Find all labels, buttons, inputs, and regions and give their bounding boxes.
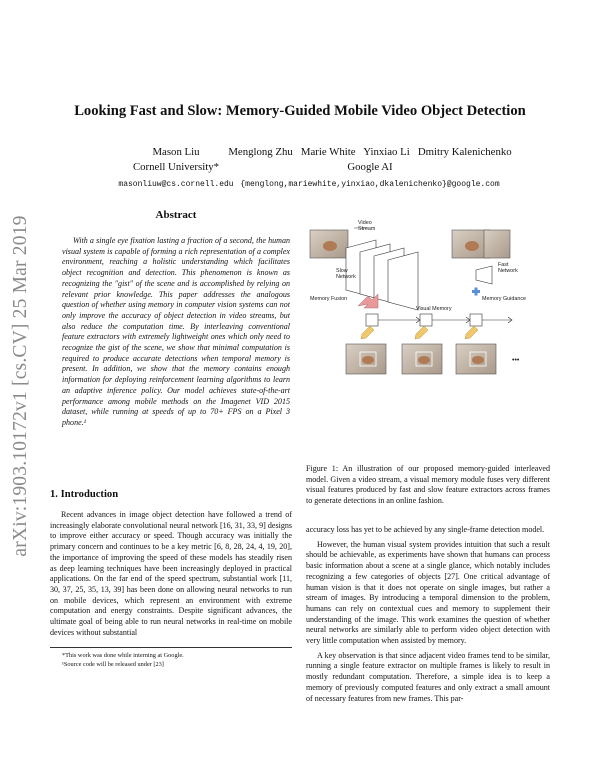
detection-output-frames	[346, 344, 496, 374]
pencil-icon	[361, 326, 478, 339]
figure-1-diagram	[306, 210, 550, 446]
paper-title: Looking Fast and Slow: Memory-Guided Mobile Video Object Detection	[74, 103, 526, 119]
more-frames-ellipsis: •••	[512, 357, 520, 364]
memory-fusion-label: Memory Fusion	[310, 296, 348, 302]
arxiv-sidebar	[6, 196, 36, 576]
abstract-text: With a single eye fixation lasting a fraction of a second, the human visual system is capable of forming a rich representation of a complex environment, reaching a holistic understanding which facilitates object recognition and detection. This phenomenon is known as recognizing the "gist" of the scene and is accomplished by relying on relevant prior knowledge. This paper addresses the analogous question of whether using memory in computer vision systems can not only improve the accuracy of object detection in video streams, but also reduce the computation time. By interleaving conventional feature extractors with extremely lightweight ones which only need to recognize the gist of the scene, we show that minimal computation is required to produce accurate detections when temporal memory is present. In addition, we show that the memory contains enough information for deploying reinforcement learning algorithms to learn an adaptive inference policy. Our model achieves state-of-the-art performance among mobile methods on the Imagenet VID 2015 dataset, while running at speeds of up to 70+ FPS on a Pixel 3 phone.¹	[62, 236, 290, 427]
author-block-2	[200, 145, 540, 192]
author-email[interactable]: {menglong,mariewhite,yinxiao,dkalenichenko}@google.com	[240, 180, 500, 189]
introduction-paragraph-2: However, the human visual system provides intuition that such a result should be achievable, as experiments have shown that humans can process basic information about a scene at a single glance, which notably includes recognizing a few categories of objects [27]. One critical advantage of human vision is that it does not operate on single images, but rather a stream of images. By introducing a temporal dimension to the problem, humans can rely on contextual cues and memory to supplement their understanding of the image. This work examines the question of whether neural networks are similarly able to perform video object detection with very little computation when assisted by memory.	[306, 539, 550, 646]
plus-icon	[472, 288, 480, 296]
video-stream-label: Video Stream	[358, 220, 376, 232]
figure-1-caption: Figure 1: An illustration of our proposed memory-guided interleaved model. Given a video stream, a visual memory module fuses very different visual features produced by fast and slow feature extractors across frames to generate detections in an online fashion.	[306, 464, 550, 506]
memory-guidance-label: Memory Guidance	[482, 296, 527, 302]
slow-network-blocks	[346, 240, 418, 310]
fast-network-label: Fast Network	[498, 262, 518, 274]
introduction-continuation: accuracy loss has yet to be achieved by any single-frame detection model.	[306, 525, 545, 534]
video-stream-frames	[310, 230, 348, 258]
footnote-1: *This work was done while interning at Google.	[62, 652, 184, 659]
visual-memory-label: Visual Memory	[416, 306, 452, 312]
section-heading-introduction: 1. Introduction	[50, 489, 119, 500]
right-column-text	[306, 525, 550, 704]
introduction-paragraph-3: A key observation is that since adjacent video frames tend to be similar, running a single feature extractor on multiple frames is likely to result in mostly redundant computation. Therefore, a simple idea is to keep a memory of previously computed features and only extract a small amount of necessary features from new frames. This par-	[306, 650, 550, 703]
memory-modules	[366, 314, 512, 326]
abstract-heading: Abstract	[155, 209, 197, 221]
arxiv-identifier[interactable]: arXiv:1903.10172v1 [cs.CV] 25 Mar 2019	[10, 215, 31, 557]
author-affiliation: Cornell University*	[132, 161, 220, 173]
slow-network-label: Slow Network	[336, 268, 356, 280]
author-name: Mason Liu	[152, 146, 200, 158]
author-affiliation: Google AI	[347, 161, 393, 173]
footnotes	[50, 647, 292, 669]
introduction-paragraph: Recent advances in image object detection have followed a trend of increasingly elaborate convolutional neural network [16, 31, 33, 9] designs to improve either accuracy or speed. Though accuracy was initially the primary concern and continues to be a key metric [6, 8, 28, 24, 4, 19, 20], the importance of improving the speed of these models has steadily risen as deep learning techniques have been increasingly deployed in practical applications. On the far end of the speed spectrum, substantial work [11, 30, 37, 25, 35, 13, 39] has been done on allowing neural networks to run on mobile devices, which represent an environment with extreme computation and energy constraints. Despite significant advances, the ultimate goal of being able to run neural networks in real-time on mobile devices without substantial	[50, 510, 292, 637]
footnote-2: ¹Source code will be released under [23]	[62, 661, 164, 668]
fast-network-block	[476, 266, 492, 284]
author-names: Menglong Zhu Marie White Yinxiao Li Dmitry Kalenichenko	[228, 146, 512, 158]
author-email[interactable]: masonliuw@cs.cornell.edu	[118, 180, 234, 189]
